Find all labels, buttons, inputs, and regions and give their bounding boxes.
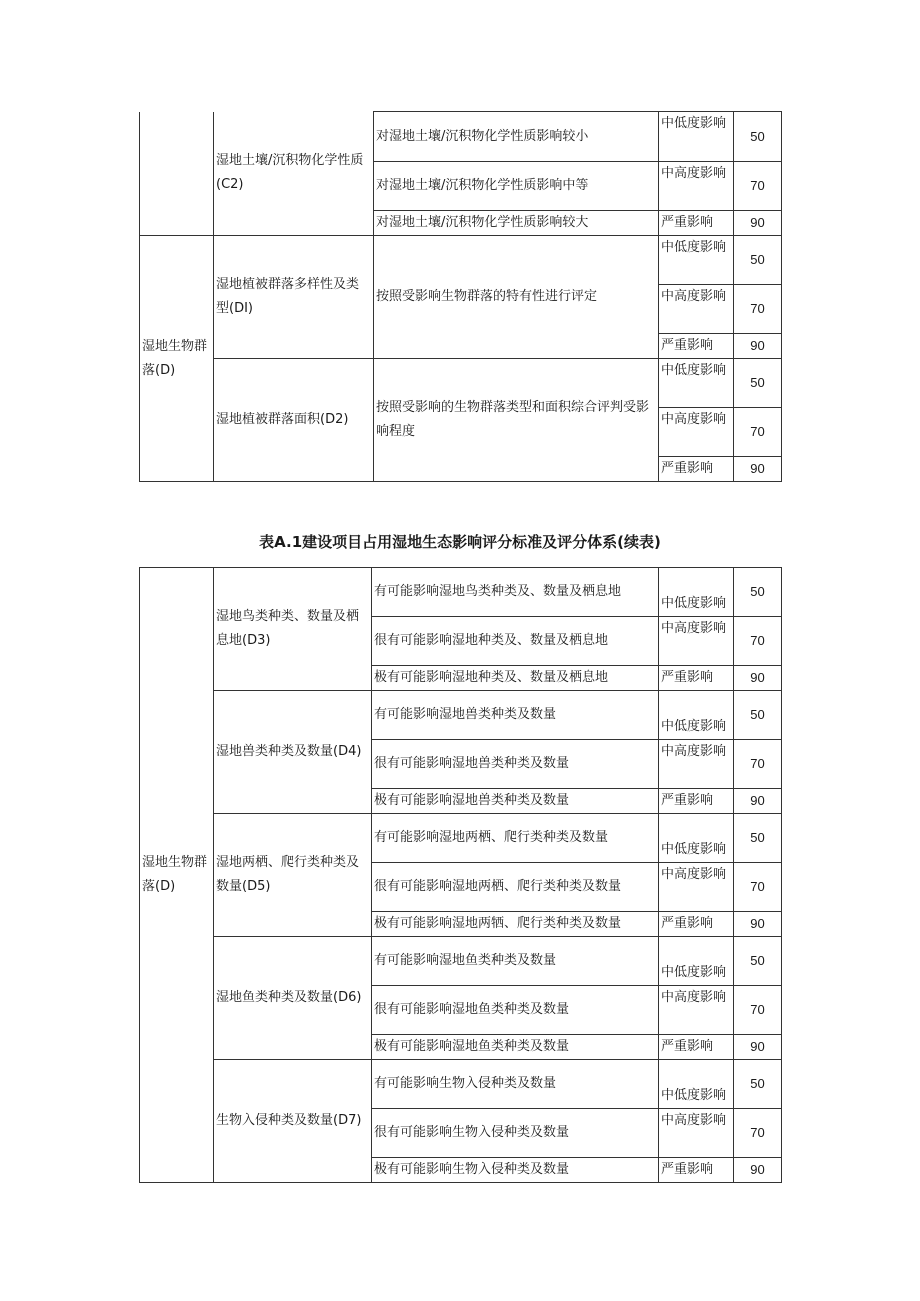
criterion-desc: 对湿地土壤/沉积物化学性质影响较大 bbox=[374, 211, 659, 236]
score: 90 bbox=[734, 457, 782, 482]
criterion-desc: 有可能影响湿地鱼类种类及数量 bbox=[372, 937, 659, 986]
category-cell: 湿地生物群落(D) bbox=[140, 568, 214, 1183]
indicator-c2: 湿地土壤/沉积物化学性质(C2) bbox=[214, 112, 374, 236]
impact-level: 中低度影响 bbox=[659, 937, 734, 986]
score: 50 bbox=[734, 691, 782, 740]
table-row bbox=[140, 691, 782, 740]
criterion-desc: 极有可能影响生物入侵种类及数量 bbox=[372, 1158, 659, 1183]
score: 50 bbox=[734, 112, 782, 162]
table-top bbox=[139, 111, 782, 482]
category-cell-empty bbox=[140, 112, 214, 236]
criterion-desc: 对湿地土壤/沉积物化学性质影响较小 bbox=[374, 112, 659, 162]
impact-level: 中低度影响 bbox=[659, 359, 734, 408]
table-row bbox=[140, 112, 782, 162]
score: 90 bbox=[734, 789, 782, 814]
criterion-desc: 很有可能影响湿地两栖、爬行类种类及数量 bbox=[372, 863, 659, 912]
impact-level: 严重影响 bbox=[659, 457, 734, 482]
impact-level: 中低度影响 bbox=[659, 568, 734, 617]
criterion-desc: 按照受影响的生物群落类型和面积综合评判受影响程度 bbox=[374, 359, 659, 482]
score: 70 bbox=[734, 986, 782, 1035]
score: 70 bbox=[734, 863, 782, 912]
impact-level: 中高度影响 bbox=[659, 986, 734, 1035]
criterion-desc: 极有可能影响湿地两牺、爬行类种类及数量 bbox=[372, 912, 659, 937]
criterion-desc: 有可能影响湿地两栖、爬行类种类及数量 bbox=[372, 814, 659, 863]
criterion-desc: 有可能影响湿地兽类种类及数量 bbox=[372, 691, 659, 740]
indicator-name: 湿地鸟类种类、数量及栖息地(D3) bbox=[214, 568, 372, 691]
impact-level: 中低度影响 bbox=[659, 814, 734, 863]
impact-level: 严重影响 bbox=[659, 1035, 734, 1060]
impact-level: 中高度影响 bbox=[659, 285, 734, 334]
impact-level: 严重影响 bbox=[659, 334, 734, 359]
table-row bbox=[140, 814, 782, 863]
impact-level: 严重影响 bbox=[659, 1158, 734, 1183]
indicator-name: 湿地兽类种类及数量(D4) bbox=[214, 691, 372, 814]
criterion-desc: 很有可能影响生物入侵种类及数量 bbox=[372, 1109, 659, 1158]
criterion-desc: 极有可能影响湿地种类及、数量及栖息地 bbox=[372, 666, 659, 691]
score: 90 bbox=[734, 912, 782, 937]
criterion-desc: 极有可能影响湿地兽类种类及数量 bbox=[372, 789, 659, 814]
criterion-desc: 按照受影响生物群落的特有性进行评定 bbox=[374, 236, 659, 359]
impact-level: 严重影响 bbox=[659, 666, 734, 691]
indicator-d2: 湿地植被群落面积(D2) bbox=[214, 359, 374, 482]
score: 50 bbox=[734, 236, 782, 285]
impact-level: 中高度影响 bbox=[659, 740, 734, 789]
table-continued bbox=[139, 567, 782, 1183]
table-row bbox=[140, 937, 782, 986]
score: 50 bbox=[734, 1060, 782, 1109]
score: 70 bbox=[734, 617, 782, 666]
score: 90 bbox=[734, 1035, 782, 1060]
score: 50 bbox=[734, 568, 782, 617]
table-row bbox=[140, 1060, 782, 1109]
impact-level: 中低度影响 bbox=[659, 236, 734, 285]
table-row bbox=[140, 236, 782, 285]
impact-level: 严重影响 bbox=[659, 211, 734, 236]
score: 90 bbox=[734, 666, 782, 691]
impact-level: 中高度影响 bbox=[659, 162, 734, 211]
impact-level: 中高度影响 bbox=[659, 408, 734, 457]
score: 70 bbox=[734, 740, 782, 789]
indicator-d1: 湿地植被群落多样性及类型(DI) bbox=[214, 236, 374, 359]
score: 70 bbox=[734, 1109, 782, 1158]
score: 70 bbox=[734, 408, 782, 457]
table-body bbox=[140, 568, 782, 1183]
indicator-name: 湿地鱼类种类及数量(D6) bbox=[214, 937, 372, 1060]
score: 50 bbox=[734, 359, 782, 408]
score: 70 bbox=[734, 285, 782, 334]
category-cell: 湿地生物群落(D) bbox=[140, 236, 214, 482]
impact-level: 中低度影响 bbox=[659, 112, 734, 162]
impact-level: 严重影响 bbox=[659, 789, 734, 814]
criterion-desc: 极有可能影响湿地鱼类种类及数量 bbox=[372, 1035, 659, 1060]
criterion-desc: 很有可能影响湿地鱼类种类及数量 bbox=[372, 986, 659, 1035]
indicator-name: 生物入侵种类及数量(D7) bbox=[214, 1060, 372, 1183]
impact-level: 中高度影响 bbox=[659, 617, 734, 666]
score: 50 bbox=[734, 814, 782, 863]
impact-level: 中低度影响 bbox=[659, 691, 734, 740]
impact-level: 中高度影响 bbox=[659, 863, 734, 912]
table-caption: 表A.1建设项目占用湿地生态影响评分标准及评分体系(续表) bbox=[259, 533, 661, 551]
criterion-desc: 对湿地土壤/沉积物化学性质影响中等 bbox=[374, 162, 659, 211]
table-row bbox=[140, 359, 782, 408]
criterion-desc: 很有可能影响湿地种类及、数量及栖息地 bbox=[372, 617, 659, 666]
score: 90 bbox=[734, 1158, 782, 1183]
indicator-name: 湿地两栖、爬行类种类及数量(D5) bbox=[214, 814, 372, 937]
score: 70 bbox=[734, 162, 782, 211]
score: 50 bbox=[734, 937, 782, 986]
table-row bbox=[140, 568, 782, 617]
criterion-desc: 有可能影响湿地鸟类种类及、数量及栖息地 bbox=[372, 568, 659, 617]
impact-level: 中低度影响 bbox=[659, 1060, 734, 1109]
score: 90 bbox=[734, 211, 782, 236]
impact-level: 中高度影响 bbox=[659, 1109, 734, 1158]
impact-level: 严重影响 bbox=[659, 912, 734, 937]
criterion-desc: 有可能影响生物入侵种类及数量 bbox=[372, 1060, 659, 1109]
score: 90 bbox=[734, 334, 782, 359]
criterion-desc: 很有可能影响湿地兽类种类及数量 bbox=[372, 740, 659, 789]
